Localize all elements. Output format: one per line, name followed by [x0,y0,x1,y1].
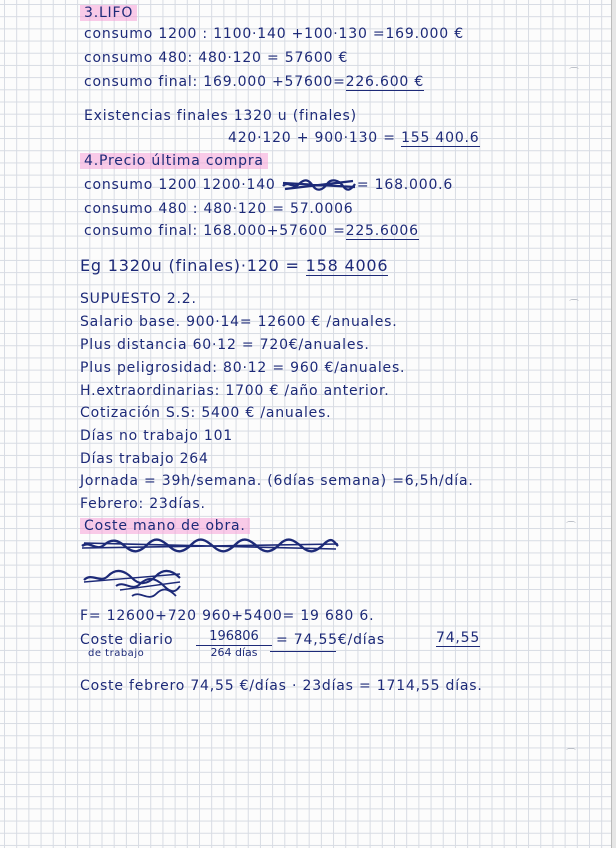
page-edge [612,0,616,848]
coste-febrero-line: Coste febrero 74,55 €/días · 23días = 1714,55 días. [80,678,483,694]
supuesto-line: Plus peligrosidad: 80·12 = 960 €/anuales. [80,360,406,376]
crossed-out-scribble [281,178,357,192]
coste-diario-sublabel: de trabajo [88,648,145,659]
supuesto-line: Días no trabajo 101 [80,428,233,444]
lifo-existencias-line: Existencias finales 1320 u (finales) [84,108,357,124]
section-title-lifo: 3.LIFO [80,4,137,22]
margin-mark: ⌒ [566,749,576,760]
lifo-line-2: consumo 480: 480·120 = 57600 € [84,50,349,66]
section-title-precio: 4.Precio última compra [80,152,268,170]
precio-line-1: consumo 1200 1200·140 = 168.000.6 [84,177,454,193]
margin-mark: ⌒ [569,300,579,311]
margin-mark: ⌒ [566,522,576,533]
fraction-denominator: 264 días [210,646,258,659]
supuesto-line: Salario base. 900·14= 12600 € /anuales. [80,314,398,330]
precio-line-4: Eg 1320u (finales)·120 = 158 4006 [80,256,389,275]
lifo-total-consumo: 226.600 € [345,74,425,90]
supuesto-line: Cotización S.S: 5400 € /anuales. [80,405,332,421]
precio-existencias-total: 158 4006 [305,256,389,275]
supuesto-line: Febrero: 23días. [80,496,206,512]
supuesto-line: Días trabajo 264 [80,451,209,467]
coste-diario-fraction [196,629,272,659]
section-title-supuesto: SUPUESTO 2.2. [80,291,197,307]
precio-line-2: consumo 480 : 480·120 = 57.0006 [84,201,354,217]
precio-total-consumo: 225.6006 [345,223,419,239]
lifo-existencias-total: 155 400.6 [401,130,480,146]
fraction-numerator: 196806 [196,629,272,646]
coste-f-line: F= 12600+720 960+5400= 19 680 6. [80,608,375,624]
coste-diario-result: = 74,55€/días [276,632,385,648]
supuesto-line: Jornada = 39h/semana. (6días semana) =6,5h/día. [80,473,474,489]
supuesto-line: H.extraordinarias: 1700 € /año anterior. [80,383,390,399]
crossed-out-scribble [80,568,184,604]
lifo-existencias-calc: 420·120 + 900·130 = 155 400.6 [228,130,480,146]
crossed-out-scribble [80,538,342,554]
result-underline [270,651,336,652]
supuesto-line: Plus distancia 60·12 = 720€/anuales. [80,337,370,353]
lifo-line-3: consumo final: 169.000 +57600=226.600 € [84,74,425,90]
margin-mark: ⌒ [569,68,579,79]
coste-diario-side-note: 74,55 [436,630,481,646]
coste-diario-label: Coste diario [80,632,174,648]
section-title-coste: Coste mano de obra. [80,517,250,535]
lifo-line-1: consumo 1200 : 1100·140 +100·130 =169.000 € [84,26,464,42]
precio-line-3: consumo final: 168.000+57600 =225.6006 [84,223,419,239]
